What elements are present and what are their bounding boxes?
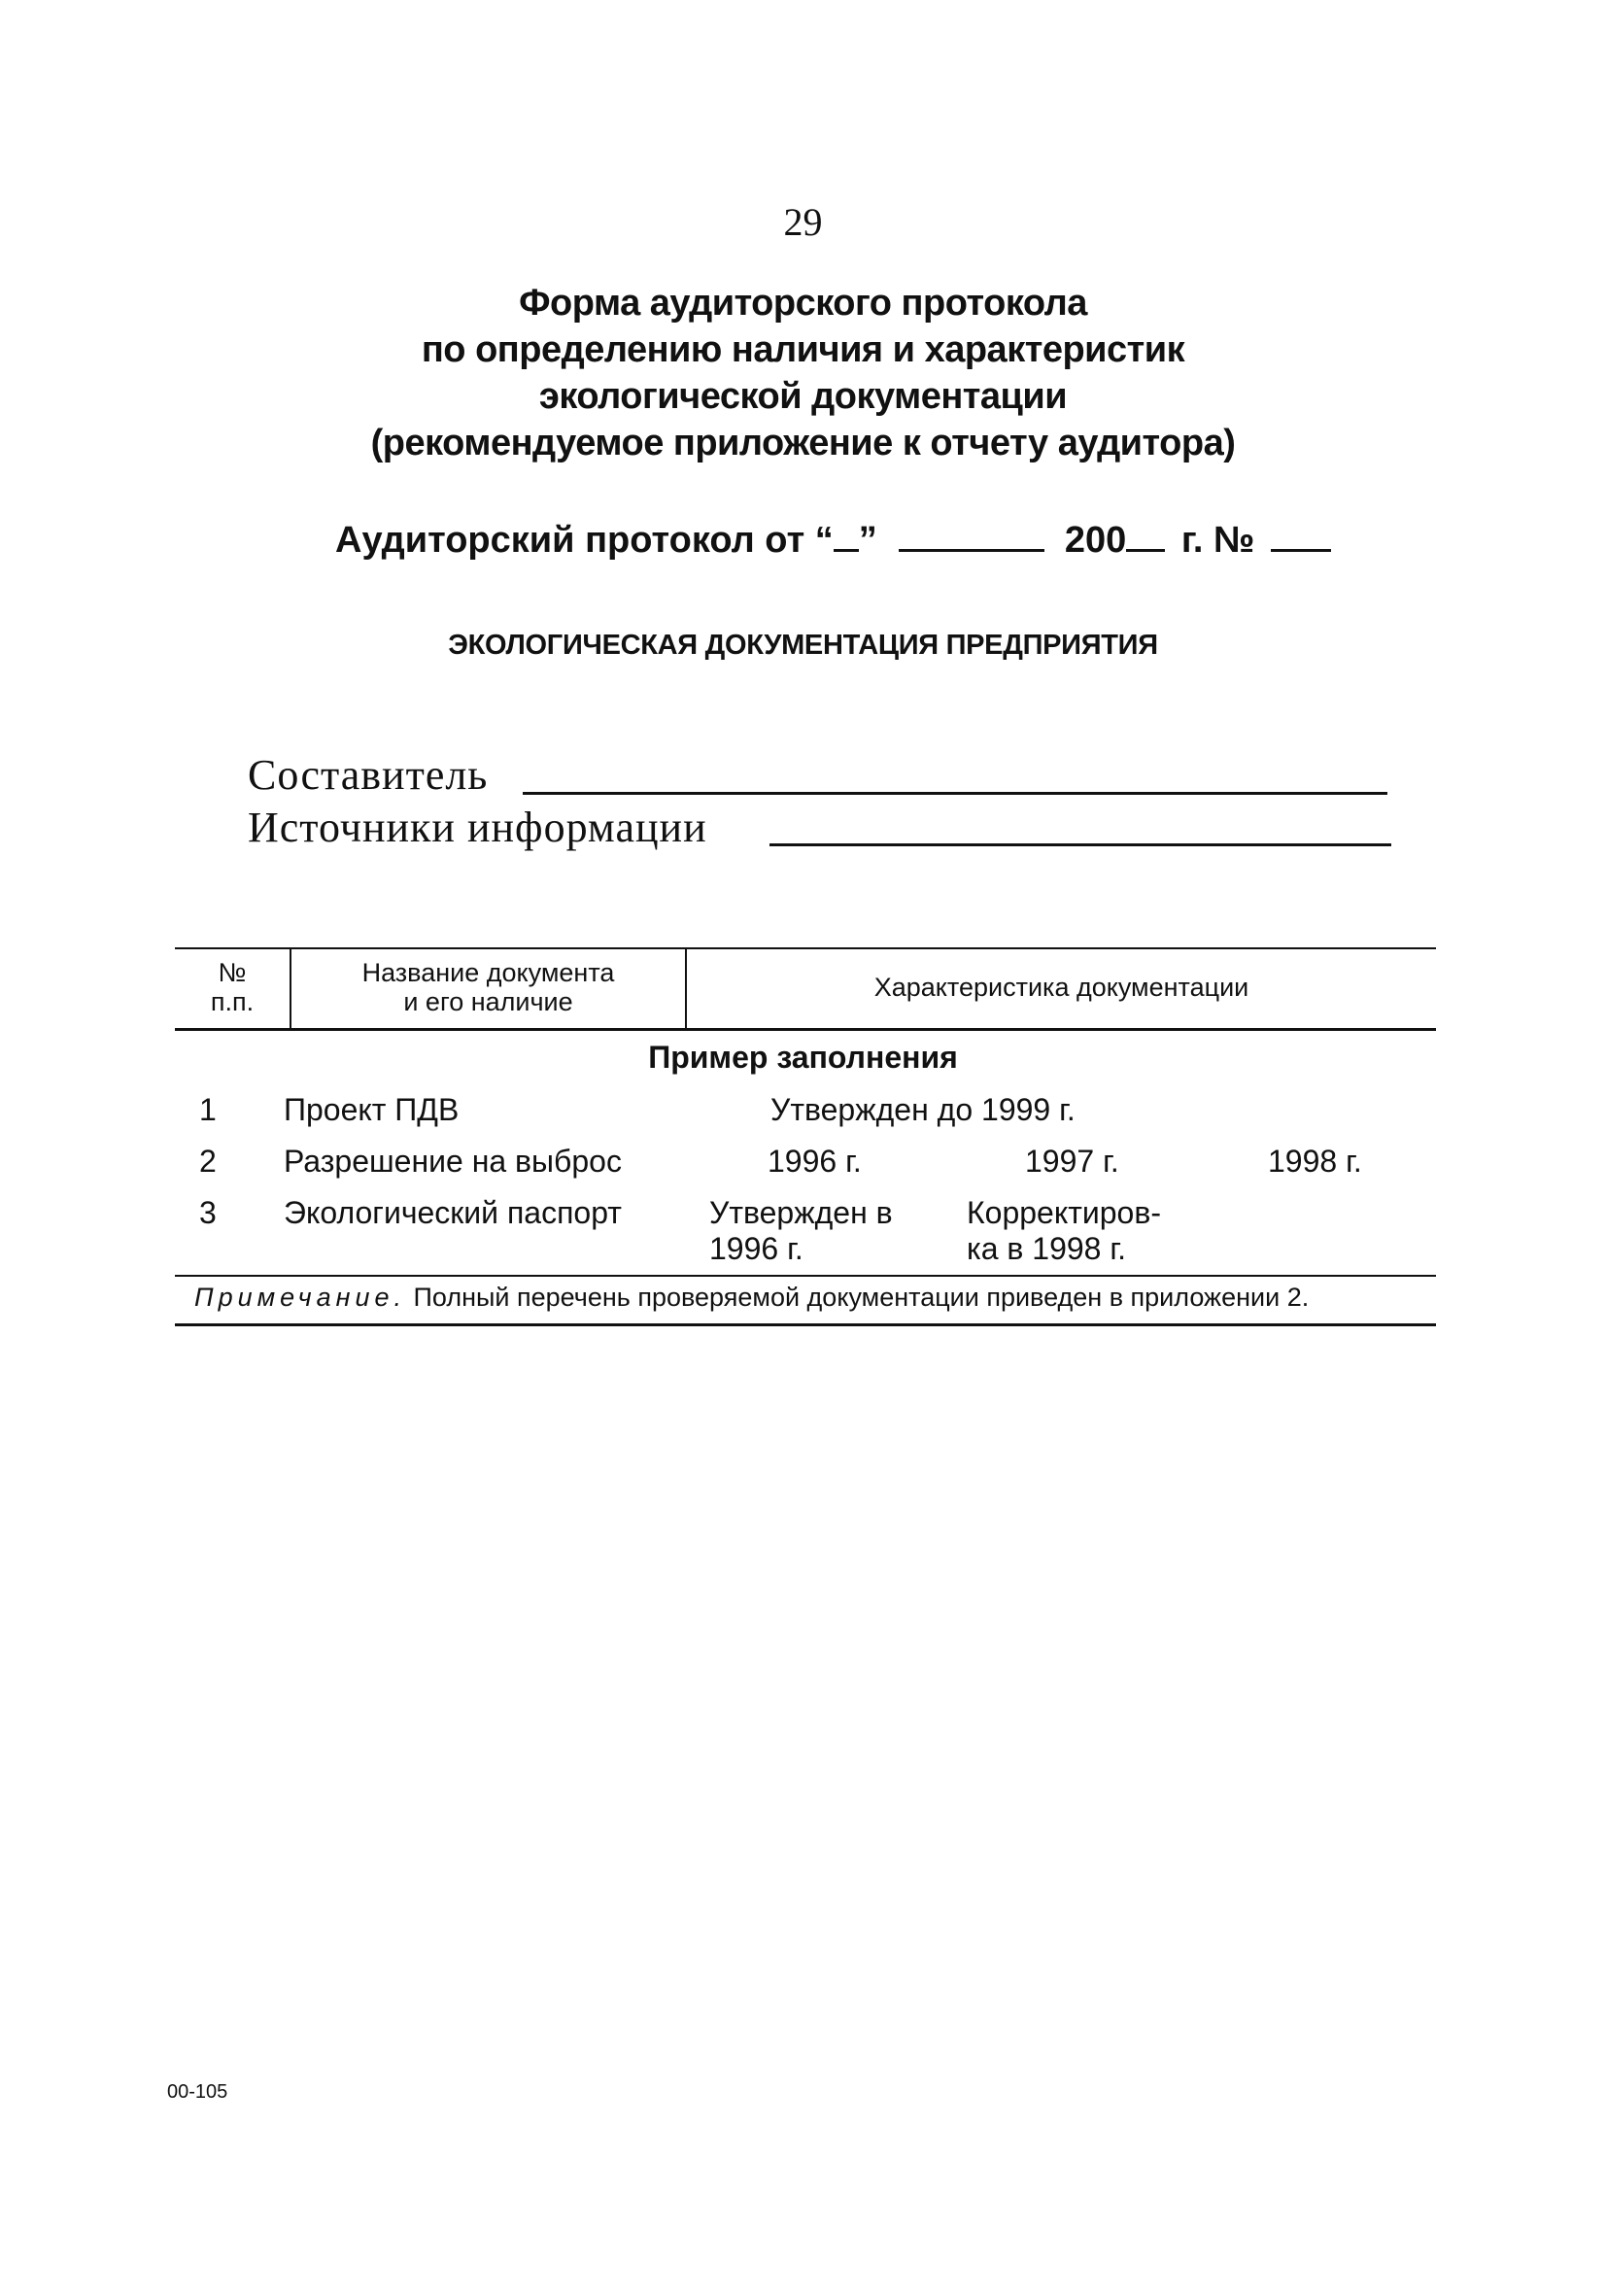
row-1-num: 1 <box>199 1092 217 1127</box>
sources-label: Источники информации <box>248 804 707 851</box>
number-blank[interactable] <box>1271 520 1331 552</box>
row-3-characteristic-2 <box>967 1195 1161 1267</box>
row-3-c2-line1: Корректиров- <box>967 1195 1161 1230</box>
title-line-1: Форма аудиторского протокола <box>519 283 1087 324</box>
row-3-c2-line2: ка в 1998 г. <box>967 1231 1127 1266</box>
header-number <box>175 958 290 1016</box>
row-3-characteristic-1 <box>709 1195 893 1267</box>
row-2-num: 2 <box>199 1144 217 1179</box>
example-title: Пример заполнения <box>648 1040 958 1075</box>
header-bottom-rule <box>175 1028 1436 1031</box>
protocol-prefix: Аудиторский протокол от “ <box>335 520 834 561</box>
page-number: 29 <box>783 200 823 244</box>
protocol-suffix: г. № <box>1180 520 1255 561</box>
title-line-3: экологической документации <box>538 376 1068 417</box>
row-1-characteristic: Утвержден до 1999 г. <box>770 1092 1076 1127</box>
document-title <box>0 280 1606 466</box>
title-line-2: по определению наличия и характеристик <box>421 329 1185 370</box>
compiler-blank[interactable] <box>523 792 1387 795</box>
row-2-year-2: 1997 г. <box>1025 1144 1119 1179</box>
footer-code: 00-105 <box>167 2081 228 2103</box>
row-3-name: Экологический паспорт <box>284 1195 622 1230</box>
note-text: Полный перечень проверяемой документации приведен в приложении 2. <box>413 1283 1310 1312</box>
protocol-year: 200 <box>1064 520 1127 561</box>
sources-blank[interactable] <box>769 843 1391 846</box>
row-2-year-1: 1996 г. <box>768 1144 862 1179</box>
header-characteristic: Характеристика документации <box>873 973 1249 1002</box>
year-blank[interactable] <box>1126 520 1165 552</box>
header-number-line2: п.п. <box>210 987 255 1016</box>
protocol-line <box>335 520 1331 562</box>
title-line-4: (рекомендуемое приложение к отчету аудитора) <box>370 423 1236 463</box>
note-top-rule <box>175 1275 1436 1277</box>
row-2-name: Разрешение на выброс <box>284 1144 622 1179</box>
section-title: ЭКОЛОГИЧЕСКАЯ ДОКУМЕНТАЦИЯ ПРЕДПРИЯТИЯ <box>448 630 1158 661</box>
header-number-line1: № <box>218 958 247 987</box>
row-2-year-3: 1998 г. <box>1268 1144 1362 1179</box>
row-1-name: Проект ПДВ <box>284 1092 460 1127</box>
compiler-label: Составитель <box>248 751 489 799</box>
month-blank[interactable] <box>899 520 1044 552</box>
table-bottom-rule <box>175 1323 1436 1326</box>
protocol-quote-close: ” <box>858 520 877 561</box>
header-name-line2: и его наличие <box>403 987 573 1016</box>
header-name-line1: Название документа <box>361 958 615 987</box>
table-top-rule <box>175 947 1436 949</box>
row-3-c1-line2: 1996 г. <box>709 1231 803 1266</box>
table-note <box>194 1283 1309 1313</box>
row-3-num: 3 <box>199 1195 217 1230</box>
day-blank[interactable] <box>834 520 859 552</box>
row-3-c1-line1: Утвержден в <box>709 1195 893 1230</box>
note-label: Примечание. <box>194 1283 406 1312</box>
header-document-name <box>291 958 685 1016</box>
